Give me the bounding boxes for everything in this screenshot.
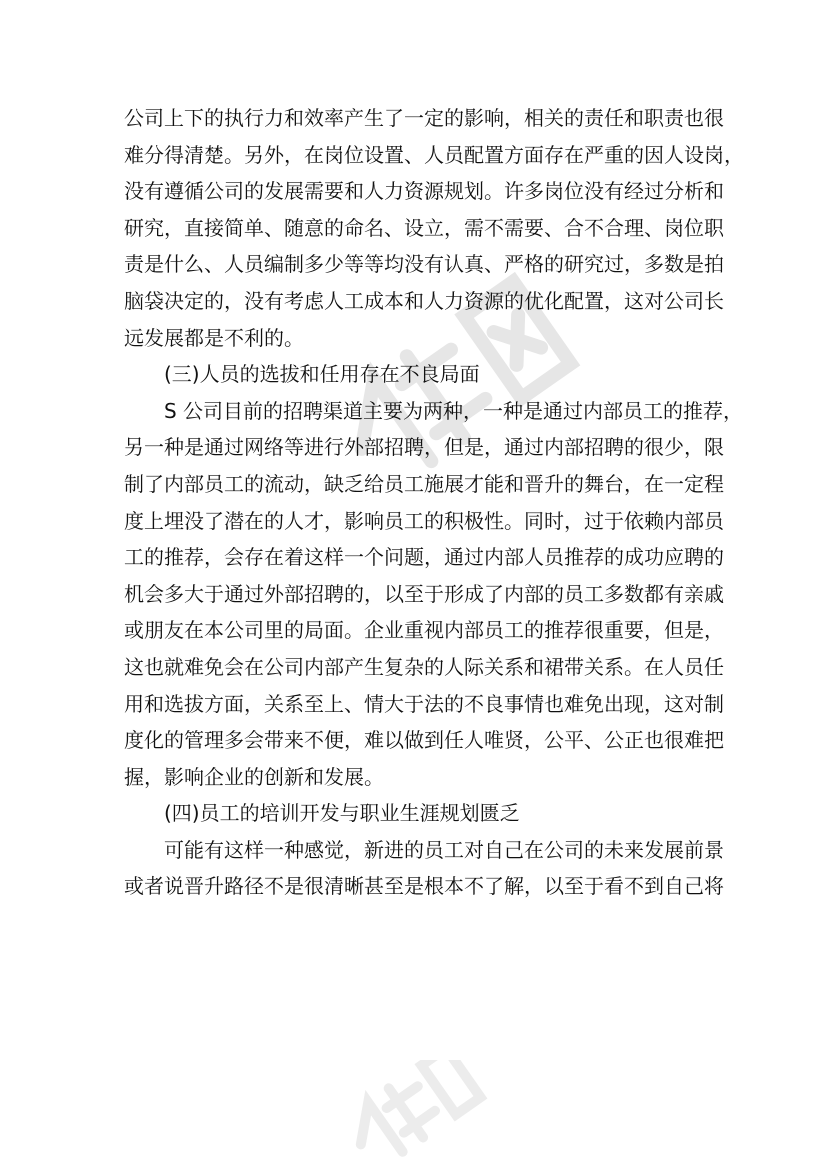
text-line: 可能有这样一种感觉，新进的员工对自己在公司的未来发展前景 — [124, 837, 724, 862]
text-line: 另一种是通过网络等进行外部招聘，但是，通过内部招聘的很少，限 — [124, 435, 724, 460]
paragraph-3 — [124, 832, 724, 905]
text-line: S 公司目前的招聘渠道主要为两种，一种是通过内部员工的推荐， — [124, 398, 744, 423]
text-line: 度上埋没了潜在的人才，影响员工的积极性。同时，过于依赖内部员 — [124, 508, 724, 533]
watermark-graphic-bottom — [330, 1060, 490, 1160]
text-line: 没有遵循公司的发展需要和人力资源规划。许多岗位没有经过分析和 — [124, 179, 724, 204]
text-line: 难分得清楚。另外，在岗位设置、人员配置方面存在严重的因人设岗， — [124, 142, 744, 167]
text-line: 研究，直接简单、随意的命名、设立，需不需要、合不合理、岗位职 — [124, 215, 724, 240]
text-line: 或者说晋升路径不是很清晰甚至是根本不了解，以至于看不到自己将 — [124, 874, 724, 899]
text-line: 工的推荐，会存在着这样一个问题，通过内部人员推荐的成功应聘的 — [124, 545, 724, 570]
text-line: 机会多大于通过外部招聘的，以至于形成了内部的员工多数都有亲戚 — [124, 581, 724, 606]
text-line: 握，影响企业的创新和发展。 — [124, 764, 384, 789]
text-line: 或朋友在本公司里的局面。企业重视内部员工的推荐很重要，但是， — [124, 618, 724, 643]
section-heading-3: (三)人员的选拔和任用存在不良局面 — [164, 362, 480, 387]
document-body — [124, 100, 744, 905]
text-line: 这也就难免会在公司内部产生复杂的人际关系和裙带关系。在人员任 — [124, 654, 724, 679]
text-line: 公司上下的执行力和效率产生了一定的影响，相关的责任和职责也很 — [124, 106, 724, 130]
text-line: 用和选拔方面，关系至上、情大于法的不良事情也难免出现，这对制 — [124, 691, 724, 716]
section-heading-4: (四)员工的培训开发与职业生涯规划匮乏 — [164, 801, 520, 826]
paragraph-1 — [124, 100, 744, 356]
text-line: 责是什么、人员编制多少等等均没有认真、严格的研究过，多数是拍 — [124, 252, 724, 277]
text-line: 脑袋决定的，没有考虑人工成本和人力资源的优化配置，这对公司长 — [124, 288, 724, 313]
text-line: 制了内部员工的流动，缺乏给员工施展才能和晋升的舞台，在一定程 — [124, 471, 724, 496]
paragraph-2 — [124, 393, 744, 796]
text-line: 度化的管理多会带来不便，难以做到任人唯贤，公平、公正也很难把 — [124, 728, 724, 753]
text-line: 远发展都是不利的。 — [124, 325, 304, 350]
